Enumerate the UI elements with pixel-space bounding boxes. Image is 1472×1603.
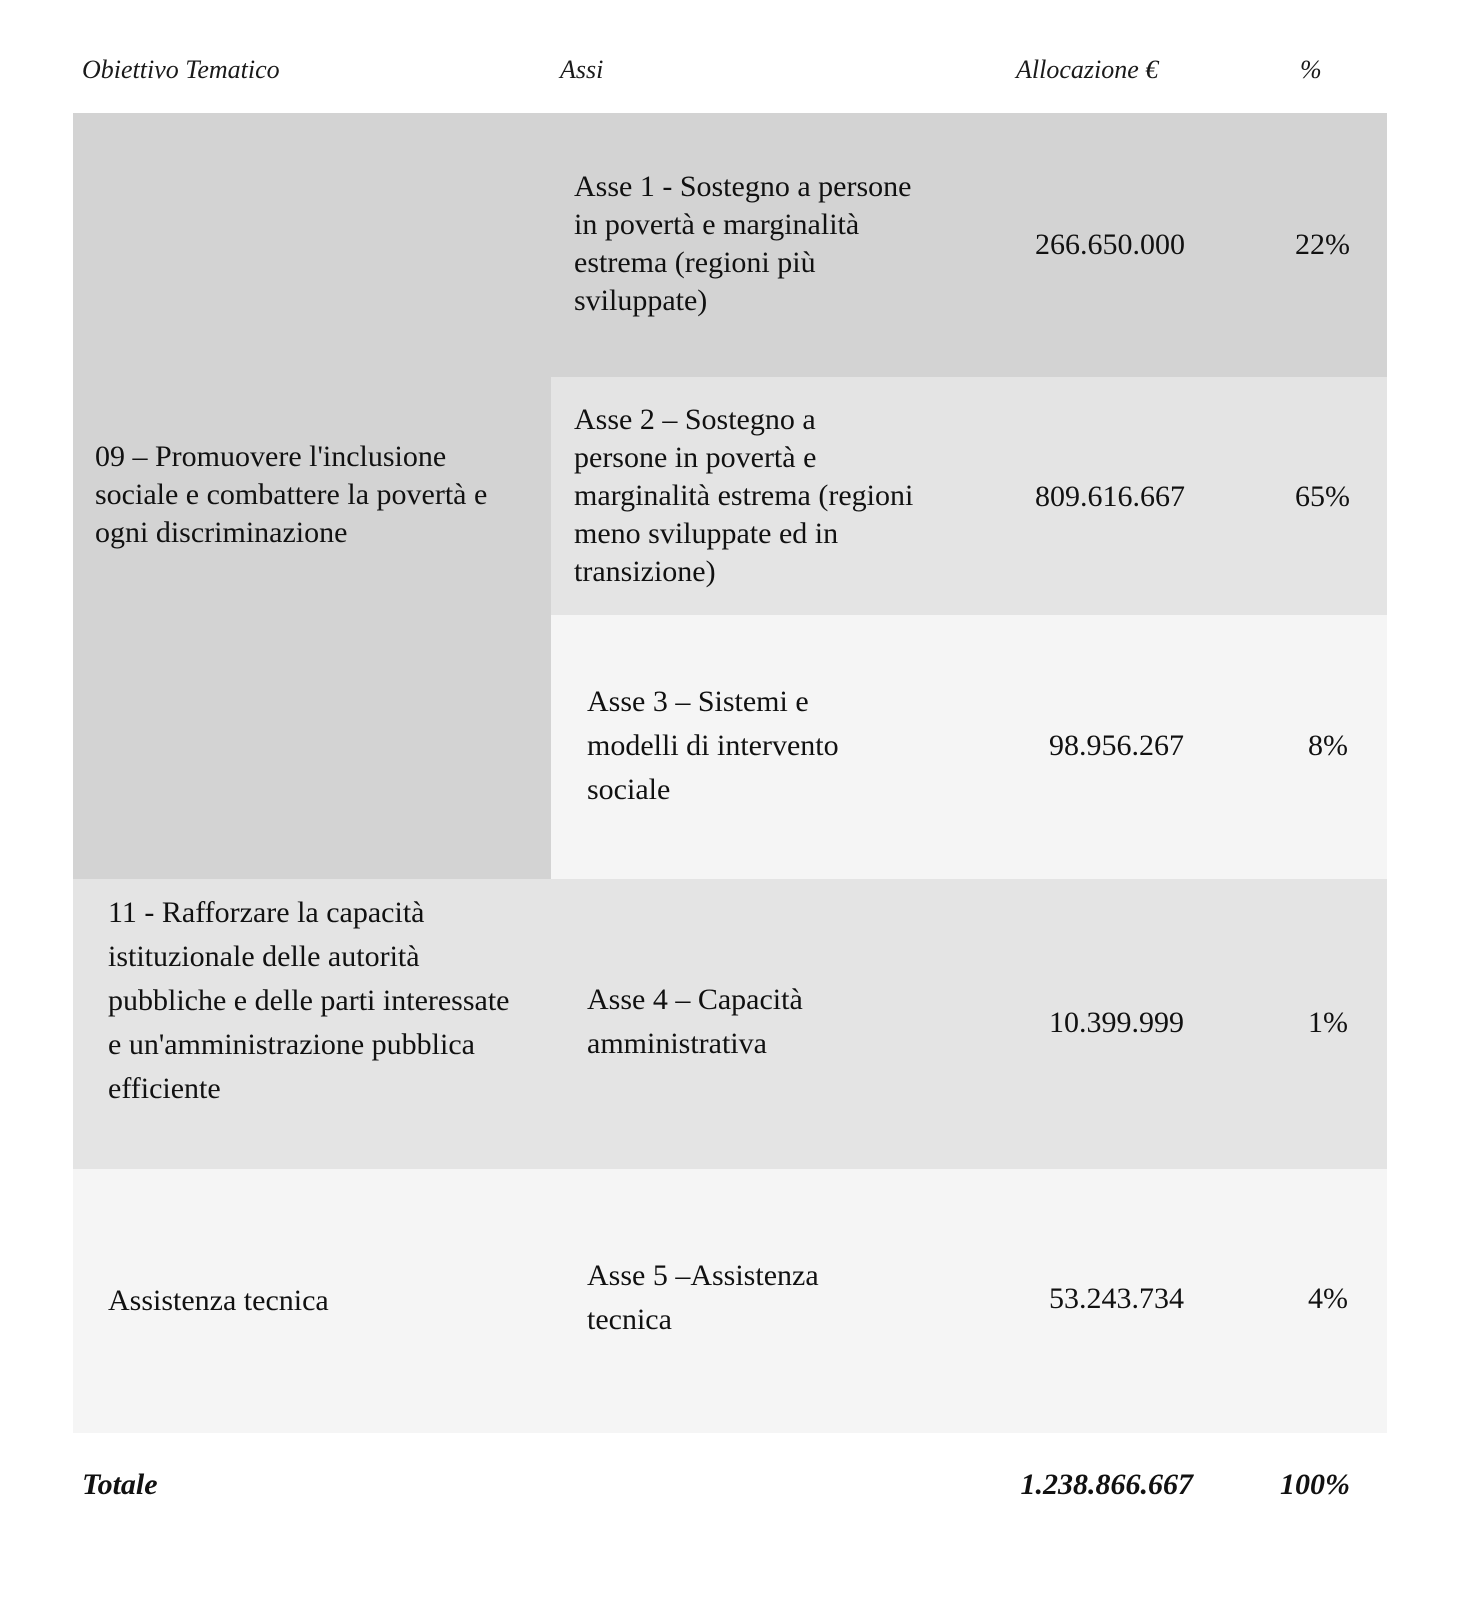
asse-3-percent: 8% — [1308, 729, 1348, 762]
asse-2-percent: 65% — [1295, 480, 1350, 513]
asse-3-text: Asse 3 – Sistemi e modelli di intervento sociale — [587, 685, 839, 806]
obiettivo-11-text: 11 - Rafforzare la capacità istituzionale delle autorità pubbliche e delle parti interessate e un'amministrazione pubblica efficiente — [108, 896, 510, 1105]
total-label: Totale — [82, 1468, 158, 1501]
obiettivo-09-text: 09 – Promuovere l'inclusione sociale e combattere la povertà e ogni discriminazione — [95, 440, 488, 549]
asse-1-allocazione: 266.650.000 — [1035, 228, 1185, 261]
header-percent: % — [1300, 55, 1322, 84]
header-obiettivo-tematico: Obiettivo Tematico — [82, 55, 280, 84]
asse-5-percent: 4% — [1308, 1282, 1348, 1315]
asse-3-allocazione: 98.956.267 — [1049, 729, 1184, 762]
header-allocazione: Allocazione € — [1016, 55, 1159, 84]
asse-2-allocazione: 809.616.667 — [1035, 480, 1185, 513]
asse-4-allocazione: 10.399.999 — [1049, 1006, 1184, 1039]
total-allocazione: 1.238.866.667 — [1020, 1468, 1193, 1501]
asse-5-allocazione: 53.243.734 — [1049, 1282, 1184, 1315]
asse-1-text: Asse 1 - Sostegno a persone in povertà e marginalità estrema (regioni più sviluppate) — [574, 170, 912, 317]
total-percent: 100% — [1280, 1468, 1350, 1501]
obiettivo-assistenza-text: Assistenza tecnica — [108, 1284, 329, 1317]
asse-2-text: Asse 2 – Sostegno a persone in povertà e marginalità estrema (regioni meno sviluppate ed in transizione) — [574, 403, 914, 588]
asse-4-percent: 1% — [1308, 1006, 1348, 1039]
header-assi: Assi — [560, 55, 604, 84]
asse-4-text: Asse 4 – Capacità amministrativa — [587, 983, 803, 1060]
asse-1-percent: 22% — [1295, 228, 1350, 261]
asse-5-text: Asse 5 –Assistenza tecnica — [587, 1259, 819, 1336]
